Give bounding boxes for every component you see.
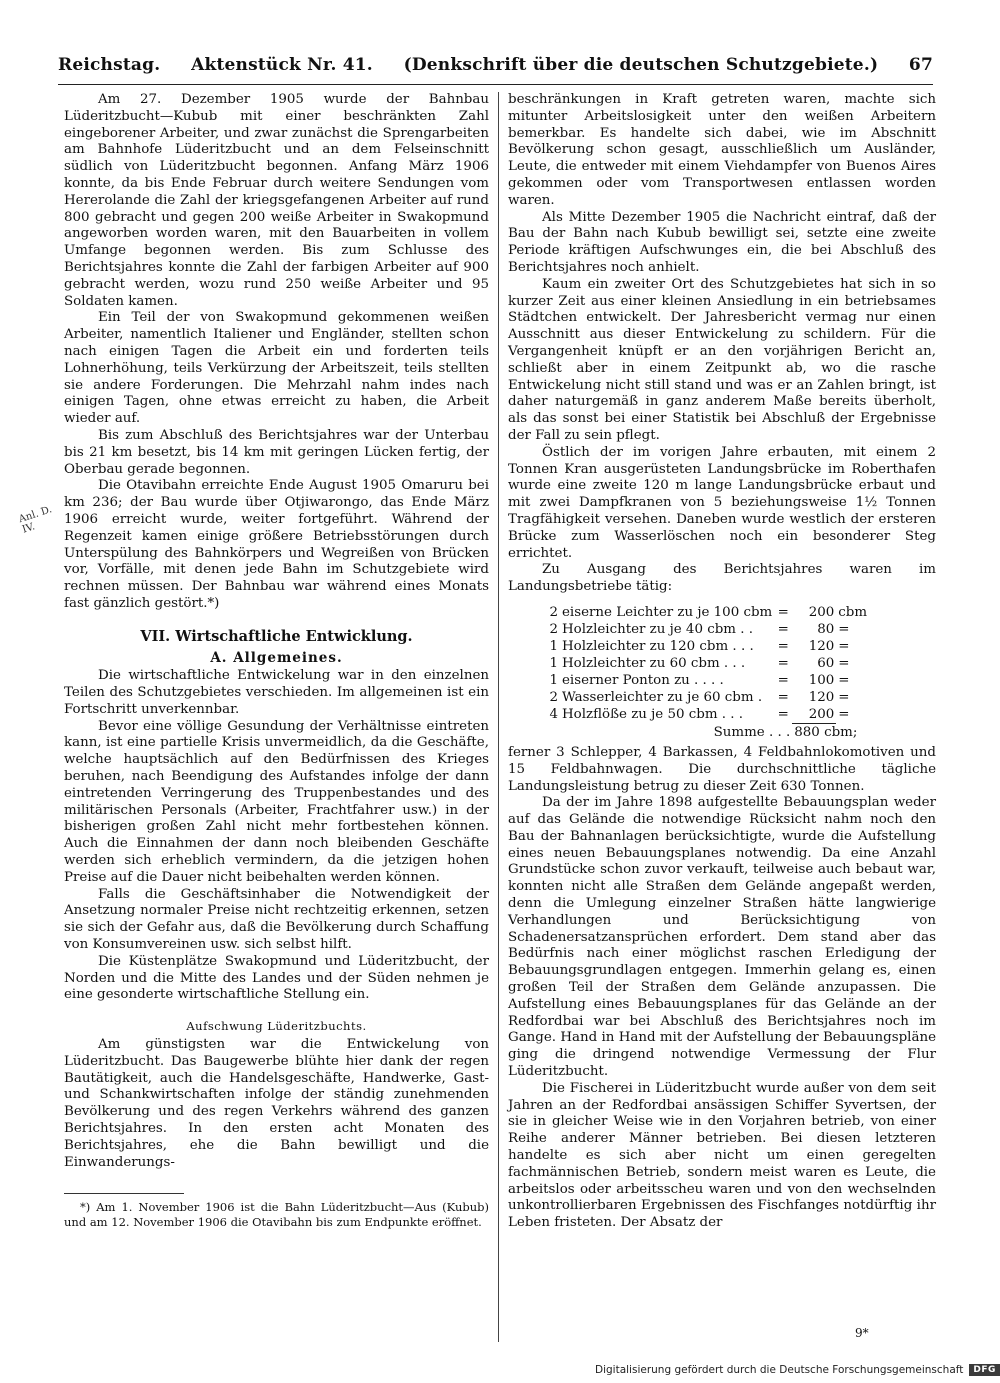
paragraph: Ein Teil der von Swakopmund gekommenen weißen Arbeiter, namentlich Italiener und Engländer, stellten schon nach einigen Tagen die Arbeit ein und forderten teils Lohnerhöhung, teils Verkürzung der Arbeitszeit, teils stellten sie andere Forderungen. Die Mehrzahl nahm indes nach einigen Tagen, ohne etwas erreicht zu haben, die Arbeit wieder auf. xyxy=(64,310,489,427)
header-left: Reichstag. xyxy=(58,55,161,75)
header-center: Aktenstück Nr. 41. xyxy=(191,55,373,75)
inventory-row xyxy=(538,621,869,638)
section-title: VII. Wirtschaftliche Entwicklung. xyxy=(140,627,413,645)
footnote: *) Am 1. November 1906 ist die Bahn Lüderitzbucht—Aus (Kubub) und am 12. November 1906 die Otavibahn bis zum Endpunkte eröffnet. xyxy=(64,1200,489,1229)
inventory-item: Holzflöße zu je 50 cbm . . . xyxy=(562,707,744,723)
inventory-equals: = xyxy=(777,604,789,620)
subsection-title: A. Allgemeines. xyxy=(210,649,343,666)
inventory-item: Wasserleichter zu je 60 cbm . xyxy=(562,689,763,705)
inventory-sum-row xyxy=(538,723,869,741)
margin-note: Anl. D. IV. xyxy=(17,504,54,536)
paragraph: Bis zum Abschluß des Berichtsjahres war der Unterbau bis 21 km besetzt, bis 14 km mit geringen Lücken fertig, der Oberbau gerade begonnen. xyxy=(64,427,489,477)
page-header xyxy=(58,55,933,81)
sum-value: 880 cbm; xyxy=(794,724,858,740)
inventory-item: Holzleichter zu 60 cbm . . . xyxy=(562,655,746,671)
header-note: (Denkschrift über die deutschen Schutzgebiete.) xyxy=(403,55,879,75)
inventory-unit: cbm xyxy=(838,604,868,620)
paragraph: Am 27. Dezember 1905 wurde der Bahnbau Lüderitzbucht—Kubub mit einer beschränkten Zahl eingeborener Arbeiter, und zwar zunächst die Sprengarbeiten am Bahnhofe Lüderitzbucht und an dem Felseinschnitt südlich von Lüderitzbucht begonnen. Anfang März 1906 konnte, da bis Ende Februar durch weitere Sendungen vom Hererolande die Zahl der kriegsgefangenen Arbeiter auf rund 800 gebracht und gegen 200 weiße Arbeiter in Swakopmund angeworben worden waren, mit den Bauarbeiten in vollem Umfange begonnen werden. Bis zum Schlusse des Berichtsjahres konnte die Zahl der farbigen Arbeiter auf 900 gebracht werden, wozu rund 250 weiße Arbeiter und 95 Soldaten kamen. xyxy=(64,92,489,309)
page-number: 67 xyxy=(908,55,933,75)
inventory-equals: = xyxy=(777,689,789,705)
paragraph: Östlich der im vorigen Jahre erbauten, mit einem 2 Tonnen Kran ausgerüsteten Landungsbrücke im Roberthafen wurde eine zweite 120 m lange Landungsbrücke erbaut und mit zwei Dampfkranen von 5 beziehungsweise 1½ Tonnen Tragfähigkeit versehen. Daneben wurde westlich der ersteren Brücke zum Wasserlöschen noch ein besonderer Steg errichtet. xyxy=(508,444,936,561)
footnote-rule xyxy=(64,1193,184,1194)
inventory-unit: = xyxy=(838,672,850,688)
inventory-equals: = xyxy=(777,655,789,671)
inventory-count: 4 xyxy=(549,707,558,723)
paragraph: ferner 3 Schlepper, 4 Barkassen, 4 Feldbahnlokomotiven und 15 Feldbahnwagen. Die durchschnittliche tägliche Landungsleistung betrug zu dieser Zeit 630 Tonnen. xyxy=(508,744,936,794)
inventory-row xyxy=(538,655,869,672)
right-column xyxy=(508,92,936,1232)
inventory-row xyxy=(538,672,869,689)
inventory-item: Holzleichter zu je 40 cbm . . xyxy=(562,621,754,637)
inventory-unit: = xyxy=(838,655,850,671)
paragraph: Die Otavibahn erreichte Ende August 1905 Omaruru bei km 236; der Bau wurde über Otjiwarongo, das Ende März 1906 erreicht wurde, weiter fortgeführt. Während der Regenzeit kamen einige größere Betriebsstörungen durch Unterspülung des Bahnkörpers und Wegreißen von Brücken vor, Vorfälle, mit denen jede Bahn im Schutzgebiete wird rechnen müssen. Der Bahnbau war während eines Monats fast gänzlich gestört.*) xyxy=(64,478,489,611)
inventory-count: 1 xyxy=(549,655,558,671)
paragraph: Die Fischerei in Lüderitzbucht wurde außer von dem seit Jahren an der Redfordbai ansässigen Schiffer Syvertsen, der sie in gleicher Weise wie in den Vorjahren betrieb, von einer Reihe anderer Männer betrieben. Bei diesen letzteren handelte es sich aber nicht um einen geregelten fachmännischen Betrieb, sondern meist waren es Leute, die arbeitslos oder arbeitsscheu waren und von den wechselnden unkontrollierbaren Ergebnissen des Fischfanges notdürftig ihr Leben fristeten. Der Absatz der xyxy=(508,1080,936,1231)
paragraph: Bevor eine völlige Gesundung der Verhältnisse eintreten kann, ist eine partielle Krisis unvermeidlich, da die Geschäfte, welche hauptsächlich auf den Bedürfnissen des Krieges beruhen, nach Beendigung des Aufstandes infolge der dann eintretenden Verringerung des Truppenbestandes und des militärischen Personals (Arbeiter, Frachtfahrer usw.) in der bisherigen großen Zahl nicht mehr fortbestehen können. Auch die Einnahmen der dann noch bleibenden Geschäfte werden sich erheblich vermindern, da die jetzigen hohen Preise auf die Dauer nicht beibehalten werden können. xyxy=(64,718,489,885)
inventory-value: 100 xyxy=(808,672,835,688)
inventory-row xyxy=(538,689,869,706)
credit-text: Digitalisierung gefördert durch die Deutsche Forschungsgemeinschaft xyxy=(595,1364,964,1376)
inventory-equals: = xyxy=(777,638,789,654)
inventory-equals: = xyxy=(777,672,789,688)
dfg-logo: DFG xyxy=(969,1364,1000,1376)
inventory-equals: = xyxy=(777,707,789,723)
digitization-credit xyxy=(595,1364,1000,1376)
inventory-row xyxy=(538,604,869,621)
column-divider xyxy=(498,92,499,1342)
paragraph: Falls die Geschäftsinhaber die Notwendigkeit der Ansetzung normaler Preise nicht rechtzeitig erkennen, setzen sie sich der Gefahr aus, daß die Bevölkerung durch Schaffung von Konsumvereinen usw. sich selbst hilft. xyxy=(64,886,489,953)
inventory-value: 200 xyxy=(808,604,835,620)
inventory-unit: = xyxy=(838,638,850,654)
inventory-count: 2 xyxy=(549,604,558,620)
inventory-count: 1 xyxy=(549,672,558,688)
paragraph: beschränkungen in Kraft getreten waren, machte sich mitunter Arbeitslosigkeit unter den weißen Arbeitern bemerkbar. Es handelte sich dabei, wie im Abschnitt Bevölkerung schon gesagt, ausschließlich um Ausländer, Leute, die entweder mit einem Viehdampfer von Buenos Aires gekommen oder vom Transportwesen entlassen worden waren. xyxy=(508,92,936,208)
inventory-value: 60 xyxy=(817,655,835,671)
inventory-value: 120 xyxy=(808,638,835,654)
inventory-item: eiserne Leichter zu je 100 cbm xyxy=(562,604,773,620)
inventory-count: 2 xyxy=(549,621,558,637)
paragraph: Die Küstenplätze Swakopmund und Lüderitzbucht, der Norden und die Mitte des Landes und der Süden nehmen je eine gesonderte wirtschaftliche Stellung ein. xyxy=(64,953,489,1003)
paragraph: Als Mitte Dezember 1905 die Nachricht eintraf, daß der Bau der Bahn nach Kubub bewilligt sei, setzte eine zweite Periode kräftigen Aufschwunges ein, die bei Abschluß des Berichtsjahres noch anhielt. xyxy=(508,209,936,275)
inventory-value: 200 xyxy=(792,706,836,724)
paragraph: Die wirtschaftliche Entwickelung war in den einzelnen Teilen des Schutzgebietes verschieden. Im allgemeinen ist ein Fortschritt unverkennbar. xyxy=(64,668,489,717)
inventory-value: 120 xyxy=(808,689,835,705)
inventory-table xyxy=(538,604,869,741)
inventory-row xyxy=(538,638,869,655)
inventory-row xyxy=(538,706,869,724)
inventory-count: 2 xyxy=(549,689,558,705)
inventory-equals: = xyxy=(777,621,789,637)
inventory-item: eiserner Ponton zu . . . . xyxy=(562,672,724,688)
paragraph: Zu Ausgang des Berichtsjahres waren im Landungsbetriebe tätig: xyxy=(508,562,936,595)
sum-label: Summe . . . xyxy=(713,724,791,740)
inventory-unit: = xyxy=(838,689,850,705)
inventory-item: Holzleichter zu 120 cbm . . . xyxy=(562,638,754,654)
inventory-unit: = xyxy=(838,707,850,723)
inventory-value: 80 xyxy=(817,621,835,637)
small-heading: Aufschwung Lüderitzbuchts. xyxy=(186,1019,367,1034)
inventory-unit: = xyxy=(838,621,850,637)
header-rule xyxy=(58,84,933,85)
paragraph: Da der im Jahre 1898 aufgestellte Bebauungsplan weder auf das Gelände die notwendige Rücksicht nahm noch den Bau der Bahnanlagen berücksichtigte, wurde die Aufstellung eines neuen Bebauungsplanes notwendig. Da eine Anzahl Grundstücke schon zuvor verkauft, teilweise auch bebaut war, konnten nicht alle Straßen dem Gelände angepaßt werden, denn die Umlegung einzelner Straßen hätte langwierige Verhandlungen und Berücksichtigung von Schadenersatzansprüchen erfordert. Dem stand aber das Bedürfnis nach einer möglichst raschen Erledigung der Bebauungsgrundlagen entgegen. Immerhin gelang es, einen großen Teil der Straßen dem Gelände anzupassen. Die Aufstellung eines Bebauungsplanes für das Gelände an der Redfordbai war bei Abschluß des Berichtsjahres noch im Gange. Hand in Hand mit der Aufstellung der Bebauungspläne ging die dringend notwendige Vermessung der Flur Lüderitzbucht. xyxy=(508,795,936,1080)
left-column xyxy=(64,92,489,1229)
paragraph: Kaum ein zweiter Ort des Schutzgebietes hat sich in so kurzer Zeit aus einer kleinen Ansiedlung in ein betriebsames Städtchen entwickelt. Der Jahresbericht vermag nur einen Ausschnitt aus dieser Entwickelung zu schildern. Für die Vergangenheit knüpft er an den vorjährigen Bericht an, schließt aber in einem Zeitpunkt ab, wo die rasche Entwickelung nicht still stand und was er an Zahlen bringt, ist daher naturgemäß in ganz anderem Maße bereits überholt, als das sonst bei einer Statistik bei Abschluß der Ergebnisse der Fall zu sein pflegt. xyxy=(508,276,936,443)
signature-mark: 9* xyxy=(855,1326,869,1340)
paragraph: Am günstigsten war die Entwickelung von Lüderitzbucht. Das Baugewerbe blühte hier dank der regen Bautätigkeit, auch die Handelsgeschäfte, Handwerke, Gast- und Schankwirtschaften infolge der ständig zunehmenden Bevölkerung und des regen Verkehrs während des ganzen Berichtsjahres. In den ersten acht Monaten des Berichtsjahres, ehe die Bahn bewilligt und die Einwanderungs- xyxy=(64,1037,489,1170)
inventory-count: 1 xyxy=(549,638,558,654)
